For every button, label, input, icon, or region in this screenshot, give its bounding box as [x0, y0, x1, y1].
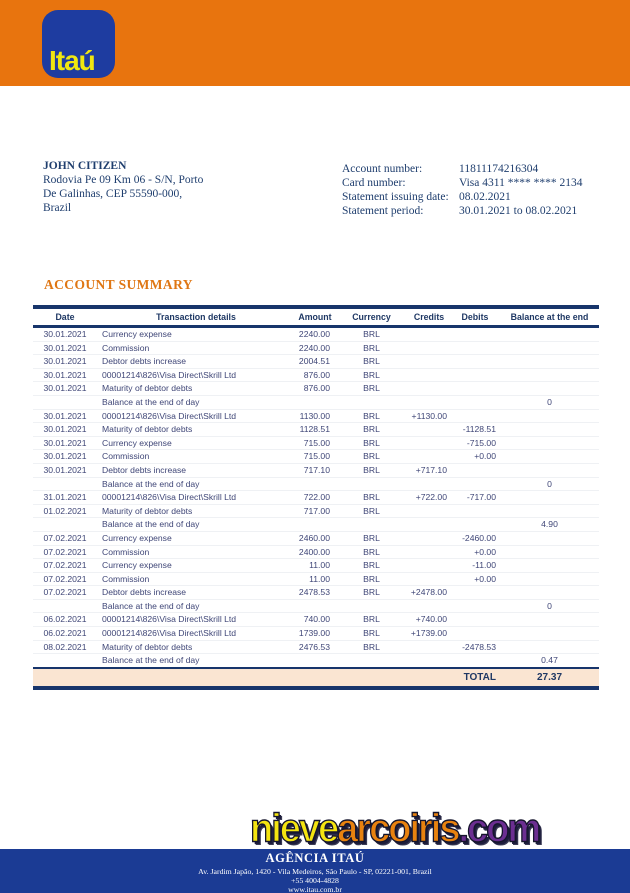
cell-details: Commission [97, 450, 295, 464]
agency-phone: +55 4004-4828 [291, 876, 339, 885]
watermark-segment: nieve [250, 806, 338, 852]
cell-amount: 717.00 [295, 504, 335, 518]
cell-date: 30.01.2021 [33, 368, 97, 382]
summary-table-wrap [33, 305, 599, 690]
cell-amount: 2240.00 [295, 341, 335, 355]
account-info-row [342, 162, 582, 176]
cell-details: Balance at the end of day [97, 395, 295, 409]
cell-debits [450, 586, 500, 600]
cell-currency: BRL [335, 627, 408, 641]
column-header-details: Transaction details [97, 307, 295, 327]
cell-details: 00001214\826\Visa Direct\Skrill Ltd [97, 409, 295, 423]
cell-date: 07.02.2021 [33, 545, 97, 559]
cell-amount: 740.00 [295, 613, 335, 627]
cell-details: 00001214\826\Visa Direct\Skrill Ltd [97, 613, 295, 627]
cell-balance [500, 450, 599, 464]
column-header-credits: Credits [408, 307, 450, 327]
statement-period-label: Statement period: [342, 205, 424, 217]
cell-date: 30.01.2021 [33, 436, 97, 450]
cell-date: 06.02.2021 [33, 613, 97, 627]
cell-credits: +1130.00 [408, 409, 450, 423]
cell-date: 07.02.2021 [33, 572, 97, 586]
issuing-date-label: Statement issuing date: [342, 191, 449, 203]
header-band [0, 0, 630, 86]
cell-credits [408, 450, 450, 464]
cell-details: Balance at the end of day [97, 599, 295, 613]
cell-details: 00001214\826\Visa Direct\Skrill Ltd [97, 491, 295, 505]
cell-details: 00001214\826\Visa Direct\Skrill Ltd [97, 368, 295, 382]
cell-amount: 11.00 [295, 572, 335, 586]
cell-date: 31.01.2021 [33, 491, 97, 505]
cell-credits [408, 599, 450, 613]
cell-currency: BRL [335, 531, 408, 545]
cell-debits: -715.00 [450, 436, 500, 450]
cell-credits: +722.00 [408, 491, 450, 505]
cell-debits: +0.00 [450, 545, 500, 559]
card-number-label: Card number: [342, 177, 406, 189]
cell-currency: BRL [335, 491, 408, 505]
table-row [33, 531, 599, 545]
cell-date: 07.02.2021 [33, 586, 97, 600]
cell-credits [408, 531, 450, 545]
cell-currency: BRL [335, 368, 408, 382]
cell-credits [408, 355, 450, 369]
customer-address-line: Brazil [43, 202, 72, 214]
cell-details: Balance at the end of day [97, 654, 295, 668]
cell-balance [500, 627, 599, 641]
table-row [33, 491, 599, 505]
cell-credits [408, 640, 450, 654]
total-value: 27.37 [500, 668, 599, 688]
cell-balance [500, 531, 599, 545]
cell-details: Commission [97, 341, 295, 355]
cell-currency [335, 395, 408, 409]
table-row [33, 640, 599, 654]
cell-currency: BRL [335, 640, 408, 654]
cell-date: 01.02.2021 [33, 504, 97, 518]
cell-credits [408, 382, 450, 396]
customer-block [43, 159, 203, 215]
cell-currency: BRL [335, 341, 408, 355]
column-header-amount: Amount [295, 307, 335, 327]
account-info-row [342, 204, 582, 218]
cell-credits: +1739.00 [408, 627, 450, 641]
cell-debits: -1128.51 [450, 423, 500, 437]
cell-debits: +0.00 [450, 572, 500, 586]
balance-row [33, 518, 599, 532]
cell-date [33, 477, 97, 491]
cell-date: 30.01.2021 [33, 382, 97, 396]
cell-date: 30.01.2021 [33, 409, 97, 423]
cell-credits [408, 327, 450, 342]
cell-balance [500, 463, 599, 477]
table-row [33, 627, 599, 641]
column-header-date: Date [33, 307, 97, 327]
cell-amount: 715.00 [295, 450, 335, 464]
itau-logo [42, 10, 115, 78]
cell-amount: 876.00 [295, 382, 335, 396]
table-row [33, 355, 599, 369]
balance-row [33, 599, 599, 613]
cell-balance [500, 355, 599, 369]
cell-credits [408, 654, 450, 668]
cell-debits [450, 599, 500, 613]
cell-debits [450, 613, 500, 627]
table-row [33, 559, 599, 573]
cell-currency: BRL [335, 559, 408, 573]
cell-debits: -2460.00 [450, 531, 500, 545]
cell-amount: 1739.00 [295, 627, 335, 641]
cell-balance [500, 409, 599, 423]
cell-details: Balance at the end of day [97, 518, 295, 532]
cell-details: Maturity of debtor debts [97, 423, 295, 437]
watermark [250, 807, 539, 853]
cell-credits [408, 341, 450, 355]
cell-amount [295, 477, 335, 491]
cell-date: 06.02.2021 [33, 627, 97, 641]
cell-currency: BRL [335, 327, 408, 342]
cell-date: 07.02.2021 [33, 559, 97, 573]
cell-credits [408, 545, 450, 559]
cell-balance [500, 504, 599, 518]
cell-amount: 876.00 [295, 368, 335, 382]
cell-amount: 2004.51 [295, 355, 335, 369]
cell-date: 30.01.2021 [33, 450, 97, 464]
cell-currency [335, 477, 408, 491]
balance-row [33, 654, 599, 668]
cell-currency: BRL [335, 450, 408, 464]
cell-balance [500, 545, 599, 559]
cell-amount [295, 599, 335, 613]
summary-table-body [33, 327, 599, 668]
cell-debits: -11.00 [450, 559, 500, 573]
cell-balance [500, 436, 599, 450]
cell-balance [500, 368, 599, 382]
cell-credits [408, 477, 450, 491]
column-header-balance: Balance at the end [500, 307, 599, 327]
cell-details: Balance at the end of day [97, 477, 295, 491]
cell-balance [500, 491, 599, 505]
cell-debits [450, 627, 500, 641]
cell-balance: 0.47 [500, 654, 599, 668]
cell-debits [450, 477, 500, 491]
cell-debits [450, 395, 500, 409]
column-header-debits: Debits [450, 307, 500, 327]
cell-credits [408, 436, 450, 450]
account-number-label: Account number: [342, 163, 423, 175]
summary-table [33, 305, 599, 690]
footer-band [0, 849, 630, 893]
cell-currency: BRL [335, 613, 408, 627]
cell-date [33, 518, 97, 532]
watermark-segment: arcoiris [337, 806, 459, 852]
cell-details: Debtor debts increase [97, 355, 295, 369]
cell-details: Commission [97, 545, 295, 559]
table-row [33, 436, 599, 450]
cell-date: 30.01.2021 [33, 341, 97, 355]
cell-debits [450, 355, 500, 369]
customer-address-line: Rodovia Pe 09 Km 06 - S/N, Porto [43, 174, 204, 186]
table-header-row [33, 307, 599, 327]
cell-currency: BRL [335, 463, 408, 477]
cell-amount: 1130.00 [295, 409, 335, 423]
cell-balance [500, 341, 599, 355]
cell-details: Maturity of debtor debts [97, 504, 295, 518]
cell-balance: 0 [500, 477, 599, 491]
cell-balance [500, 613, 599, 627]
cell-details: Currency expense [97, 327, 295, 342]
cell-details: Maturity of debtor debts [97, 382, 295, 396]
cell-amount: 2476.53 [295, 640, 335, 654]
cell-balance [500, 327, 599, 342]
cell-amount: 1128.51 [295, 423, 335, 437]
cell-details: Debtor debts increase [97, 463, 295, 477]
cell-balance [500, 423, 599, 437]
cell-details: Debtor debts increase [97, 586, 295, 600]
table-row [33, 341, 599, 355]
agency-name: AGÊNCIA ITAÚ [265, 851, 365, 865]
cell-credits [408, 572, 450, 586]
customer-address-line: De Galinhas, CEP 55590-000, [43, 188, 183, 200]
account-info-block [342, 162, 582, 218]
table-row [33, 368, 599, 382]
cell-date [33, 395, 97, 409]
cell-date [33, 599, 97, 613]
cell-details: Maturity of debtor debts [97, 640, 295, 654]
table-row [33, 572, 599, 586]
account-info-row [342, 176, 582, 190]
cell-debits [450, 654, 500, 668]
cell-debits [450, 327, 500, 342]
cell-amount [295, 518, 335, 532]
account-info-row [342, 190, 582, 204]
table-row [33, 586, 599, 600]
agency-website: www.itau.com.br [288, 885, 342, 893]
total-row [33, 668, 599, 688]
cell-currency: BRL [335, 423, 408, 437]
cell-details: Currency expense [97, 559, 295, 573]
cell-debits [450, 409, 500, 423]
cell-balance: 0 [500, 599, 599, 613]
cell-credits [408, 423, 450, 437]
cell-balance [500, 382, 599, 396]
table-row [33, 504, 599, 518]
cell-credits [408, 518, 450, 532]
cell-amount: 715.00 [295, 436, 335, 450]
cell-currency: BRL [335, 545, 408, 559]
cell-currency [335, 654, 408, 668]
cell-credits [408, 395, 450, 409]
cell-date: 07.02.2021 [33, 531, 97, 545]
table-row [33, 545, 599, 559]
cell-currency: BRL [335, 436, 408, 450]
card-number-value: Visa 4311 **** **** 2134 [459, 177, 583, 189]
cell-amount: 2478.53 [295, 586, 335, 600]
cell-date: 30.01.2021 [33, 355, 97, 369]
cell-date [33, 654, 97, 668]
column-header-currency: Currency [335, 307, 408, 327]
cell-debits [450, 518, 500, 532]
cell-amount: 2460.00 [295, 531, 335, 545]
cell-credits: +2478.00 [408, 586, 450, 600]
cell-credits [408, 368, 450, 382]
cell-amount: 11.00 [295, 559, 335, 573]
cell-debits: -2478.53 [450, 640, 500, 654]
balance-row [33, 395, 599, 409]
table-row [33, 613, 599, 627]
cell-details: Currency expense [97, 436, 295, 450]
cell-details: 00001214\826\Visa Direct\Skrill Ltd [97, 627, 295, 641]
cell-balance [500, 559, 599, 573]
itau-logo-text: Itaú [49, 45, 95, 76]
cell-amount [295, 395, 335, 409]
cell-balance: 0 [500, 395, 599, 409]
cell-debits [450, 368, 500, 382]
table-row [33, 463, 599, 477]
agency-address: Av. Jardim Japão, 1420 - Vila Medeiros, São Paulo - SP, 02221-001, Brazil [198, 867, 432, 876]
cell-balance [500, 572, 599, 586]
cell-currency [335, 599, 408, 613]
total-label: TOTAL [33, 668, 500, 688]
cell-balance [500, 640, 599, 654]
cell-balance [500, 586, 599, 600]
cell-debits: -717.00 [450, 491, 500, 505]
cell-date: 30.01.2021 [33, 463, 97, 477]
cell-debits [450, 463, 500, 477]
cell-details: Commission [97, 572, 295, 586]
cell-amount: 722.00 [295, 491, 335, 505]
cell-amount: 2400.00 [295, 545, 335, 559]
cell-amount: 717.10 [295, 463, 335, 477]
statement-period-value: 30.01.2021 to 08.02.2021 [459, 205, 578, 217]
cell-details: Currency expense [97, 531, 295, 545]
balance-row [33, 477, 599, 491]
cell-balance: 4.90 [500, 518, 599, 532]
cell-credits [408, 504, 450, 518]
cell-currency: BRL [335, 504, 408, 518]
cell-debits [450, 504, 500, 518]
table-row [33, 409, 599, 423]
cell-currency: BRL [335, 382, 408, 396]
issuing-date-value: 08.02.2021 [459, 191, 511, 203]
cell-debits [450, 382, 500, 396]
cell-currency [335, 518, 408, 532]
cell-amount: 2240.00 [295, 327, 335, 342]
cell-date: 30.01.2021 [33, 327, 97, 342]
table-row [33, 423, 599, 437]
cell-amount [295, 654, 335, 668]
customer-name: JOHN CITIZEN [43, 160, 127, 172]
cell-credits: +717.10 [408, 463, 450, 477]
cell-currency: BRL [335, 409, 408, 423]
cell-currency: BRL [335, 355, 408, 369]
watermark-segment: .com [458, 806, 540, 852]
section-title: ACCOUNT SUMMARY [44, 277, 193, 292]
cell-date: 30.01.2021 [33, 423, 97, 437]
cell-currency: BRL [335, 586, 408, 600]
cell-debits: +0.00 [450, 450, 500, 464]
cell-credits: +740.00 [408, 613, 450, 627]
table-row [33, 382, 599, 396]
account-number-value: 11811174216304 [459, 163, 539, 175]
cell-currency: BRL [335, 572, 408, 586]
cell-credits [408, 559, 450, 573]
table-row [33, 450, 599, 464]
table-row [33, 327, 599, 342]
cell-debits [450, 341, 500, 355]
cell-date: 08.02.2021 [33, 640, 97, 654]
